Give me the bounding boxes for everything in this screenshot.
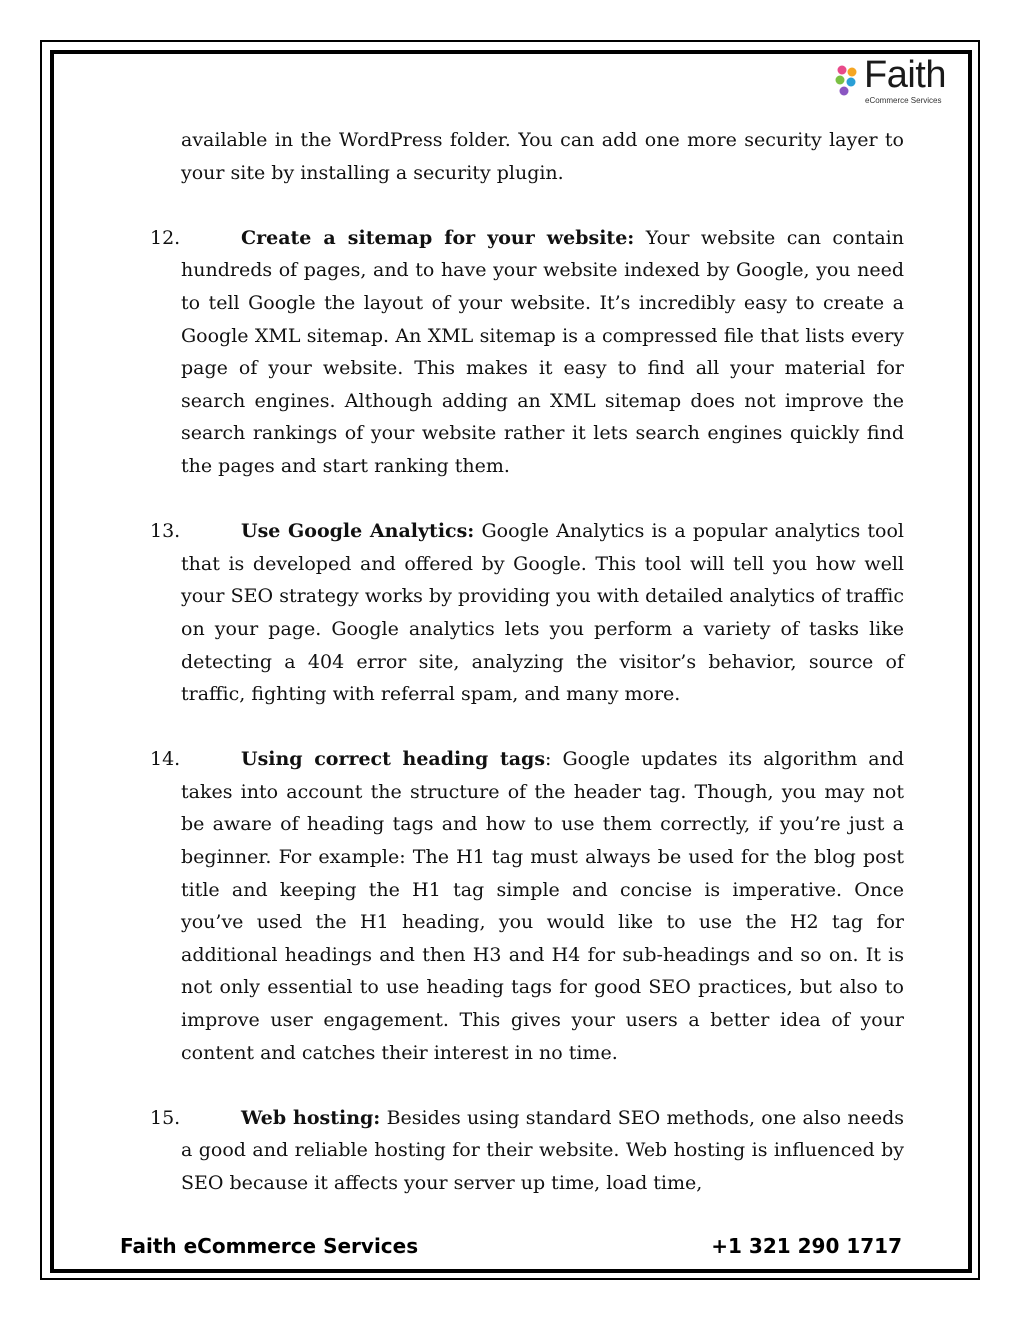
footer-company: Faith eCommerce Services [120,1234,419,1258]
list-item-body: Besides using standard SEO methods, one also needs a good and reliable hosting for their website. Web hosting is influenced by SEO because it affects your server up time, load time, [181,1106,904,1194]
footer-phone: +1 321 290 1717 [711,1234,902,1258]
list-item-title: Web hosting: [241,1106,381,1129]
list-item-title: Create a sitemap for your website: [241,226,635,249]
list-item-15 [150,1102,904,1200]
list-item-title: Using correct heading tags [241,748,546,771]
list-item-number: 15. [150,1106,181,1129]
list-item-body: : Google updates its algorithm and takes into account the structure of the header tag. Though, you may not be aware of heading tags and how to use them correctly, if you’re just a beginner. For example: The H1 tag must always be used for the blog post title and keeping the H1 tag simple and concise is imperative. Once you’ve used the H1 heading, you would like to use the H2 tag for additional headings and then H3 and H4 for sub-headings and so on. It is not only essential to use heading tags for good SEO practices, but also to improve user engagement. This gives your users a better idea of your content and catches their interest in no time. [181,748,904,1064]
list-item-title: Use Google Analytics: [241,520,475,543]
lead-paragraph: available in the WordPress folder. You can add one more security layer to your site by installing a security plugin. [181,129,904,184]
list-item-12 [150,222,904,483]
list-item-number: 13. [150,520,181,543]
list-item-14 [150,743,904,1069]
list-item-number: 12. [150,226,181,249]
flower-logo-icon [834,64,862,100]
list-item-13 [150,515,904,711]
list-item-body: Your website can contain hundreds of pages, and to have your website indexed by Google, you need to tell Google the layout of your website. It’s incredibly easy to create a Google XML sitemap. An XML sitemap is a compressed file that lists every page of your website. This makes it easy to find all your material for search engines. Although adding an XML sitemap does not improve the search rankings of your website rather it lets search engines quickly find the pages and start ranking them. [181,226,904,477]
logo-wordmark: Faith [864,54,946,96]
logo-subtitle: eCommerce Services [865,96,942,105]
list-item-body: Google Analytics is a popular analytics tool that is developed and offered by Google. This tool will tell you how well your SEO strategy works by providing you with detailed analytics of traffic on your page. Google analytics lets you perform a variety of tasks like detecting a 404 error site, analyzing the visitor’s behavior, source of traffic, fighting with referral spam, and many more. [181,520,904,706]
faith-logo [834,54,964,112]
document-body [150,124,904,1200]
list-item-number: 14. [150,748,181,771]
